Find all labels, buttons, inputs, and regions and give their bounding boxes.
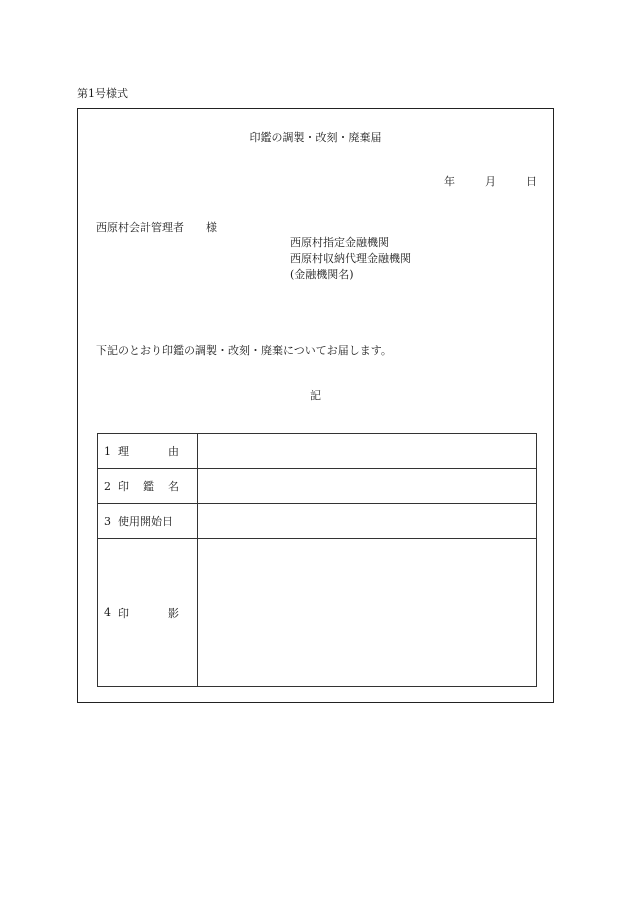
row-label-start-date	[98, 504, 198, 539]
form-title: 印鑑の調製・改刻・廃棄届	[249, 131, 382, 144]
label-text: 使用開始日	[118, 515, 173, 528]
start-date-field[interactable]	[198, 504, 537, 539]
table-row	[98, 539, 537, 687]
senders-block	[290, 235, 411, 283]
form-number: 第1号様式	[77, 87, 128, 100]
seal-name-field[interactable]	[198, 469, 537, 504]
sender-line: 西原村指定金融機関	[290, 236, 389, 249]
intro-text: 下記のとおり印鑑の調製・改刻・廃棄についてお届します。	[96, 344, 392, 357]
date-day: 日	[526, 175, 537, 188]
label-char: 鑑	[143, 480, 154, 493]
row-label-reason	[98, 434, 198, 469]
label-char: 理	[118, 445, 129, 458]
table-row	[98, 469, 537, 504]
row-number: 4	[104, 606, 111, 619]
date-line	[444, 173, 537, 189]
row-label-seal-impression	[98, 539, 198, 687]
items-table	[97, 433, 537, 687]
addressee	[96, 219, 217, 235]
table-row	[98, 434, 537, 469]
sender-line: 西原村収納代理金融機関	[290, 252, 411, 265]
form-frame	[77, 108, 554, 703]
row-label-seal-name	[98, 469, 198, 504]
date-year: 年	[444, 175, 455, 188]
reason-field[interactable]	[198, 434, 537, 469]
seal-impression-field[interactable]	[198, 539, 537, 687]
label-char: 名	[168, 480, 179, 493]
row-number: 2	[104, 479, 111, 493]
date-month: 月	[485, 175, 496, 188]
table-row	[98, 504, 537, 539]
label-char: 影	[168, 606, 179, 620]
row-number: 1	[104, 444, 111, 458]
addressee-name: 西原村会計管理者	[96, 221, 184, 234]
row-number: 3	[104, 514, 111, 528]
label-char: 印	[118, 606, 129, 620]
sender-line: (金融機関名)	[290, 268, 354, 281]
addressee-honorific: 様	[206, 221, 217, 234]
label-char: 由	[168, 445, 179, 458]
label-char: 印	[118, 480, 129, 493]
ki-heading: 記	[310, 389, 321, 402]
